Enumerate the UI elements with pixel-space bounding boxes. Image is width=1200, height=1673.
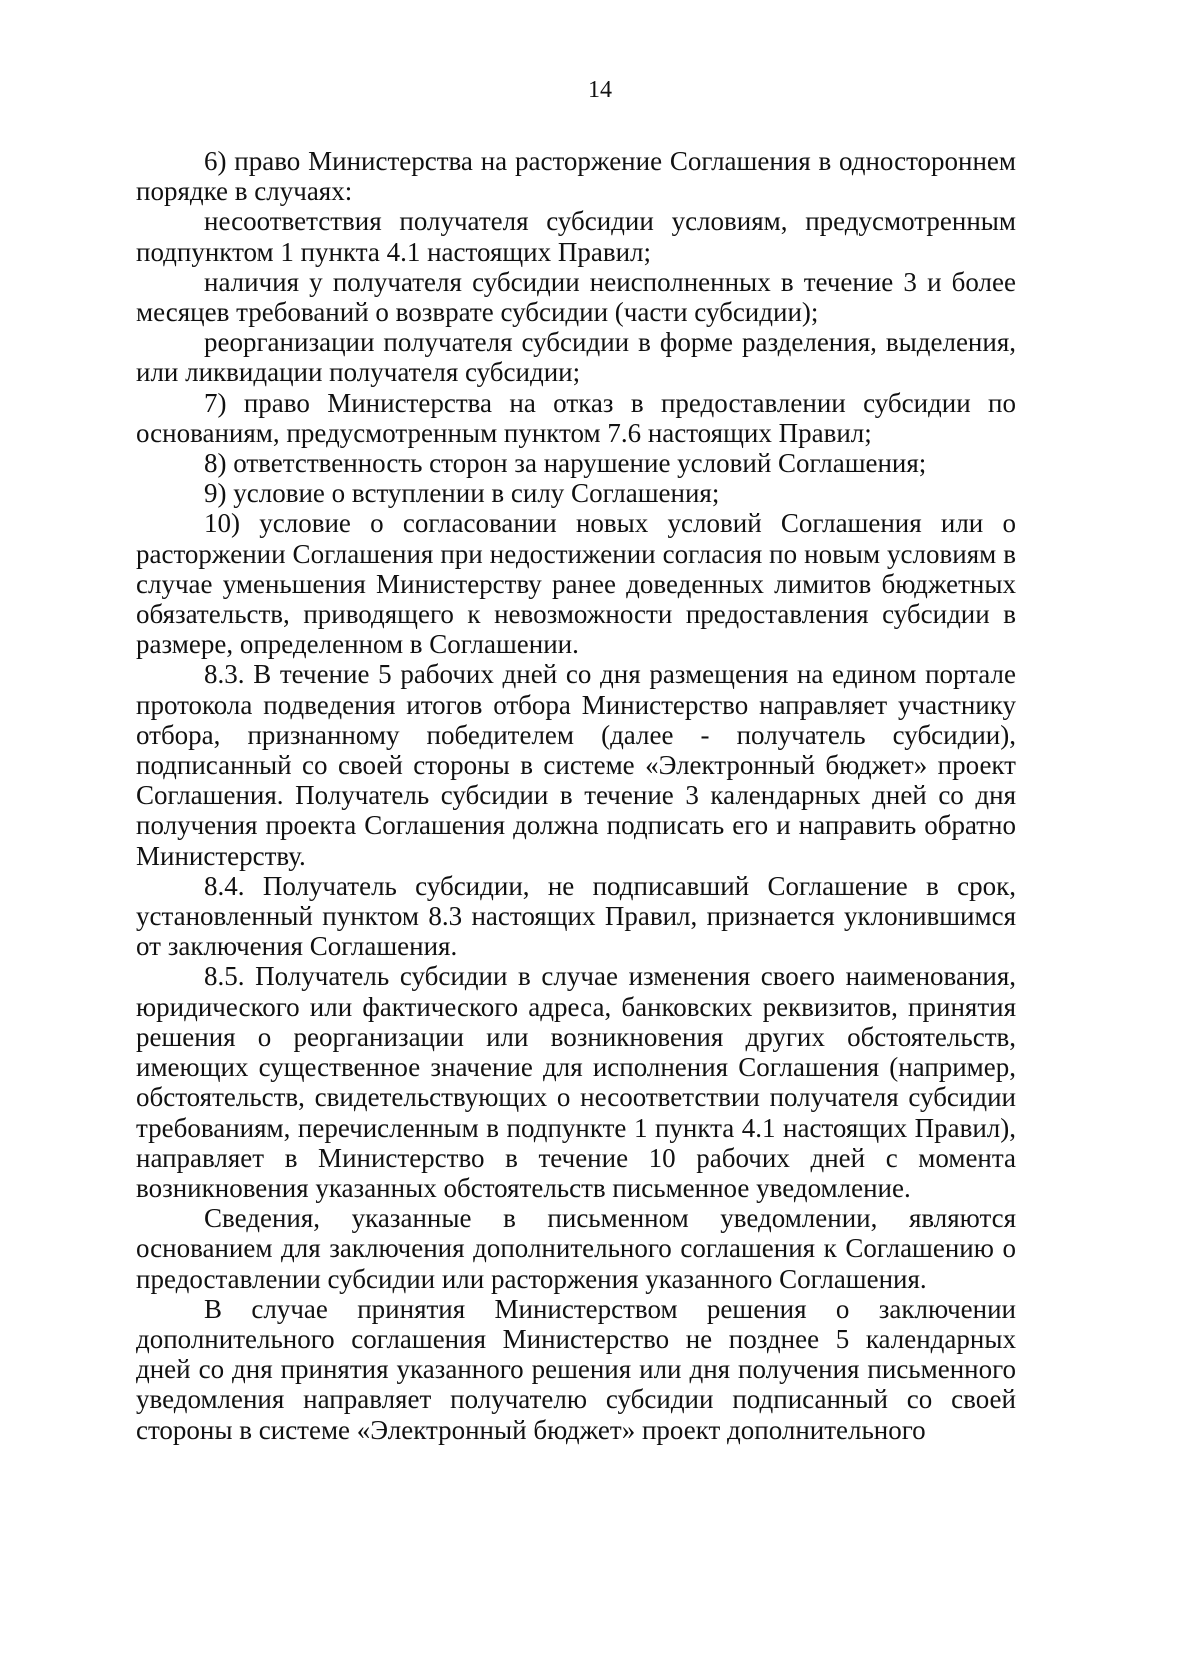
document-body [136, 146, 1016, 1445]
paragraph-8-4: 8.4. Получатель субсидии, не подписавший Соглашение в срок, установленный пунктом 8.3 настоящих Правил, признается уклонившимся от заключения Соглашения. [136, 870, 1016, 962]
paragraph-8-responsibility: 8) ответственность сторон за нарушение условий Соглашения; [204, 448, 927, 479]
page-number: 14 [588, 77, 612, 103]
paragraph-6-termination-right: 6) право Министерства на расторжение Соглашения в одностороннем порядке в случаях: [136, 146, 1016, 207]
paragraph-7-refusal-right: 7) право Министерства на отказ в предоставлении субсидии по основаниям, предусмотренным пунктом 7.6 настоящих Правил; [136, 387, 1016, 448]
paragraph-reorganization: реорганизации получателя субсидии в форме разделения, выделения, или ликвидации получателя субсидии; [136, 327, 1016, 388]
paragraph-8-5: 8.5. Получатель субсидии в случае изменения своего наименования, юридического или фактического адреса, банковских реквизитов, принятия решения о реорганизации или возникновения других обстоятельств, имеющих существенное значение для исполнения Соглашения (например, обстоятельств, свидетельствующих о несоответствии получателя субсидии требованиям, перечисленным в подпункте 1 пункта 4.1 настоящих Правил), направляет в Министерство в течение 10 рабочих дней с момента возникновения указанных обстоятельств письменное уведомление. [136, 961, 1016, 1203]
paragraph-notification-info: Сведения, указанные в письменном уведомлении, являются основанием для заключения дополнительного соглашения к Соглашению о предоставлении субсидии или расторжения указанного Соглашения. [136, 1203, 1016, 1294]
paragraph-8-3: 8.3. В течение 5 рабочих дней со дня размещения на едином портале протокола подведения итогов отбора Министерство направляет участнику отбора, признанному победителем (далее - получатель субсидии), подписанный со своей стороны в системе «Электронный бюджет» проект Соглашения. Получатель субсидии в течение 3 календарных дней со дня получения проекта Соглашения должна подписать его и направить обратно Министерству. [136, 659, 1016, 871]
paragraph-unfulfilled-requirements: наличия у получателя субсидии неисполненных в течение 3 и более месяцев требований о возврате субсидии (части субсидии); [136, 266, 1016, 328]
paragraph-9-entry-into-force: 9) условие о вступлении в силу Соглашения; [204, 478, 720, 509]
paragraph-nonconformity: несоответствия получателя субсидии условиям, предусмотренным подпунктом 1 пункта 4.1 настоящих Правил; [136, 206, 1016, 267]
paragraph-additional-agreement: В случае принятия Министерством решения о заключении дополнительного соглашения Министерство не позднее 5 календарных дней со дня принятия указанного решения или дня получения письменного уведомления направляет получателю субсидии подписанный со своей стороны в системе «Электронный бюджет» проект дополнительного [136, 1293, 1016, 1445]
paragraph-10-new-conditions: 10) условие о согласовании новых условий Соглашения или о расторжении Соглашения при недостижении согласия по новым условиям в случае уменьшения Министерству ранее доведенных лимитов бюджетных обязательств, приводящего к невозможности предоставления субсидии в размере, определенном в Соглашении. [136, 508, 1016, 660]
